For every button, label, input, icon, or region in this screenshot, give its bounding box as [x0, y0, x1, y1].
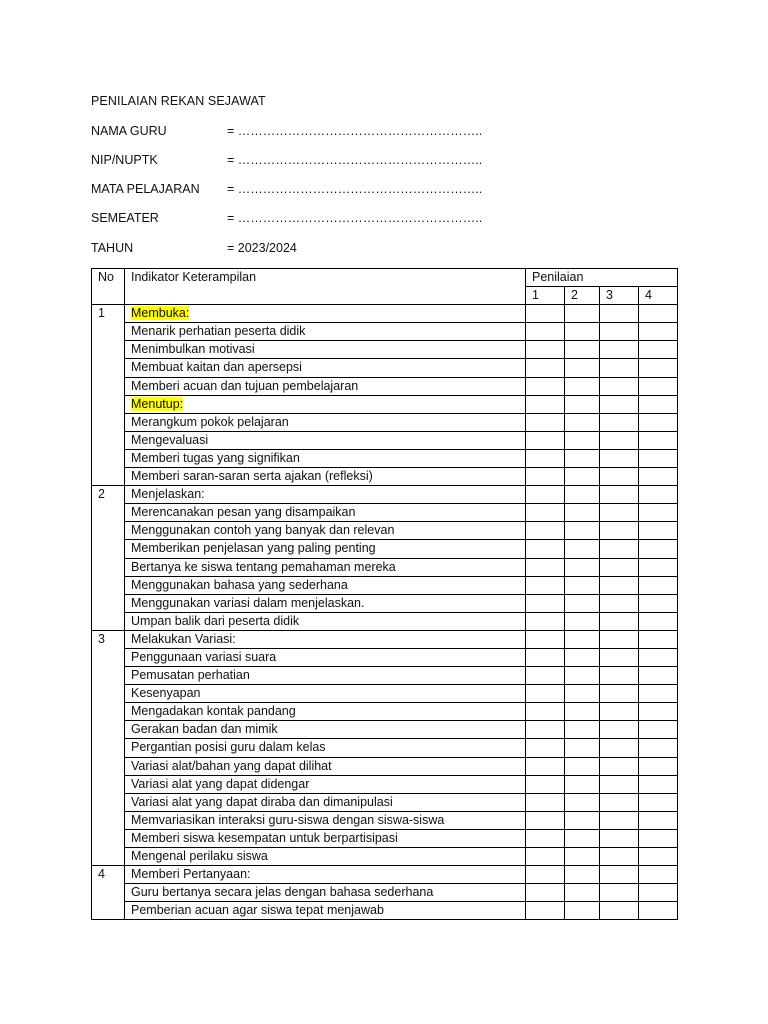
table-row: [92, 540, 678, 558]
score-cell-1[interactable]: [526, 522, 565, 540]
indicator-text: Memberi saran-saran serta ajakan (refleksi): [131, 469, 373, 484]
row-number: [92, 576, 125, 594]
row-number: [92, 594, 125, 612]
score-cell-3[interactable]: [600, 648, 639, 666]
indicator-text: Merangkum pokok pelajaran: [131, 414, 289, 429]
field-value: = …………………………………………………..: [227, 124, 483, 138]
indicator-text: Mengenal perilaku siswa: [131, 849, 268, 863]
indicator-text: Kesenyapan: [131, 686, 201, 701]
row-number: 1: [92, 305, 125, 323]
row-number: [92, 431, 125, 449]
score-cell-1[interactable]: [526, 594, 565, 612]
score-cell-4[interactable]: [639, 431, 678, 449]
score-cell-2[interactable]: [565, 341, 600, 359]
score-cell-4[interactable]: [639, 739, 678, 757]
score-cell-3[interactable]: [600, 558, 639, 576]
table-row: [92, 811, 678, 829]
score-cell-2[interactable]: [565, 685, 600, 703]
table-row: [92, 757, 678, 775]
field-label: SEMEATER: [91, 211, 159, 225]
score-cell-1[interactable]: [526, 449, 565, 467]
score-cell-1[interactable]: [526, 757, 565, 775]
score-cell-2[interactable]: [565, 449, 600, 467]
table-row: [92, 775, 678, 793]
indicator-cell: [125, 359, 526, 377]
score-cell-3[interactable]: [600, 468, 639, 486]
score-cell-4[interactable]: [639, 486, 678, 504]
field-label: TAHUN: [91, 241, 134, 255]
header-score-3: 3: [600, 287, 639, 305]
indicator-cell: [125, 468, 526, 486]
row-number: [92, 377, 125, 395]
row-number: [92, 540, 125, 558]
score-cell-1[interactable]: [526, 558, 565, 576]
score-cell-2[interactable]: [565, 431, 600, 449]
indicator-cell: [125, 848, 526, 866]
indicator-text: Membuat kaitan dan apersepsi: [131, 360, 302, 375]
row-number: [92, 413, 125, 431]
score-cell-1[interactable]: [526, 468, 565, 486]
score-cell-2[interactable]: [565, 721, 600, 739]
indicator-cell: [125, 377, 526, 395]
header-score-2: 2: [565, 287, 600, 305]
row-number: [92, 775, 125, 793]
indicator-cell: [125, 902, 526, 920]
score-cell-1[interactable]: [526, 775, 565, 793]
score-cell-1[interactable]: [526, 323, 565, 341]
indicator-cell: [125, 648, 526, 666]
score-cell-4[interactable]: [639, 648, 678, 666]
table-row: [92, 721, 678, 739]
indicator-heading-highlighted: Menutup:: [131, 396, 184, 411]
score-cell-1[interactable]: [526, 811, 565, 829]
score-cell-3[interactable]: [600, 377, 639, 395]
score-cell-1[interactable]: [526, 902, 565, 920]
indicator-text: Memberi acuan dan tujuan pembelajaran: [131, 378, 359, 393]
table-row: [92, 685, 678, 703]
indicator-cell: [125, 775, 526, 793]
score-cell-4[interactable]: [639, 341, 678, 359]
indicator-cell: [125, 341, 526, 359]
score-cell-3[interactable]: [600, 413, 639, 431]
table-row: [92, 848, 678, 866]
row-number: [92, 685, 125, 703]
score-cell-4[interactable]: [639, 576, 678, 594]
field-nip-nuptk: [91, 153, 482, 167]
score-cell-2[interactable]: [565, 612, 600, 630]
score-cell-3[interactable]: [600, 775, 639, 793]
score-cell-2[interactable]: [565, 395, 600, 413]
score-cell-4[interactable]: [639, 829, 678, 847]
table-row: [92, 576, 678, 594]
row-number: [92, 395, 125, 413]
indicator-cell: [125, 811, 526, 829]
row-number: [92, 667, 125, 685]
header-score: Penilaian: [526, 269, 678, 287]
score-cell-1[interactable]: [526, 685, 565, 703]
table-row: [92, 630, 678, 648]
score-cell-4[interactable]: [639, 594, 678, 612]
table-row: [92, 594, 678, 612]
indicator-cell: [125, 739, 526, 757]
score-cell-1[interactable]: [526, 703, 565, 721]
indicator-text: Gerakan badan dan mimik: [131, 722, 278, 737]
score-cell-1[interactable]: [526, 576, 565, 594]
score-cell-1[interactable]: [526, 395, 565, 413]
indicator-cell: [125, 305, 526, 323]
indicator-text: Menggunakan bahasa yang sederhana: [131, 577, 348, 592]
indicator-text: Memberikan penjelasan yang paling penting: [131, 541, 376, 556]
score-cell-4[interactable]: [639, 413, 678, 431]
score-cell-4[interactable]: [639, 504, 678, 522]
indicator-cell: [125, 667, 526, 685]
indicator-text: Mengadakan kontak pandang: [131, 704, 296, 719]
score-cell-1[interactable]: [526, 377, 565, 395]
score-cell-3[interactable]: [600, 866, 639, 884]
row-number: [92, 468, 125, 486]
row-number: [92, 504, 125, 522]
score-cell-3[interactable]: [600, 359, 639, 377]
score-cell-3[interactable]: [600, 685, 639, 703]
score-cell-2[interactable]: [565, 540, 600, 558]
row-number: [92, 648, 125, 666]
row-number: [92, 703, 125, 721]
score-cell-2[interactable]: [565, 468, 600, 486]
score-cell-4[interactable]: [639, 323, 678, 341]
indicator-text: Pergantian posisi guru dalam kelas: [131, 740, 326, 755]
indicator-cell: [125, 866, 526, 884]
score-cell-2[interactable]: [565, 359, 600, 377]
score-cell-1[interactable]: [526, 359, 565, 377]
row-number: [92, 757, 125, 775]
score-cell-2[interactable]: [565, 323, 600, 341]
row-number: [92, 829, 125, 847]
score-cell-3[interactable]: [600, 902, 639, 920]
indicator-text: Variasi alat/bahan yang dapat dilihat: [131, 758, 332, 773]
field-value: = 2023/2024: [227, 241, 297, 255]
indicator-cell: [125, 757, 526, 775]
indicator-cell: [125, 594, 526, 612]
indicator-text: Melakukan Variasi:: [131, 631, 236, 646]
row-number: [92, 612, 125, 630]
score-cell-1[interactable]: [526, 848, 565, 866]
field-value: = …………………………………………………..: [227, 153, 483, 167]
indicator-cell: [125, 540, 526, 558]
table-row: [92, 359, 678, 377]
score-cell-1[interactable]: [526, 721, 565, 739]
score-cell-4[interactable]: [639, 395, 678, 413]
indicator-cell: [125, 685, 526, 703]
score-cell-1[interactable]: [526, 884, 565, 902]
score-cell-1[interactable]: [526, 630, 565, 648]
score-cell-1[interactable]: [526, 667, 565, 685]
indicator-text: Umpan balik dari peserta didik: [131, 613, 300, 628]
indicator-cell: [125, 486, 526, 504]
score-cell-3[interactable]: [600, 395, 639, 413]
row-number: 3: [92, 630, 125, 648]
score-cell-4[interactable]: [639, 902, 678, 920]
score-cell-4[interactable]: [639, 775, 678, 793]
table-row: [92, 305, 678, 323]
table-row: [92, 703, 678, 721]
indicator-text: Mengevaluasi: [131, 432, 209, 447]
score-cell-4[interactable]: [639, 757, 678, 775]
row-number: [92, 793, 125, 811]
score-cell-3[interactable]: [600, 829, 639, 847]
table-row: [92, 884, 678, 902]
indicator-text: Memberi tugas yang signifikan: [131, 450, 300, 465]
field-value: = …………………………………………………..: [227, 211, 483, 225]
score-cell-1[interactable]: [526, 486, 565, 504]
score-cell-4[interactable]: [639, 522, 678, 540]
table-row: [92, 866, 678, 884]
score-cell-3[interactable]: [600, 594, 639, 612]
indicator-text: Menimbulkan motivasi: [131, 342, 255, 357]
field-nama-guru: [91, 124, 482, 138]
score-cell-4[interactable]: [639, 468, 678, 486]
score-cell-2[interactable]: [565, 848, 600, 866]
field-label: MATA PELAJARAN: [91, 182, 200, 196]
table-row: [92, 504, 678, 522]
score-cell-1[interactable]: [526, 829, 565, 847]
score-cell-2[interactable]: [565, 558, 600, 576]
score-cell-3[interactable]: [600, 504, 639, 522]
score-cell-4[interactable]: [639, 377, 678, 395]
score-cell-1[interactable]: [526, 866, 565, 884]
score-cell-3[interactable]: [600, 305, 639, 323]
score-cell-4[interactable]: [639, 685, 678, 703]
table-row: [92, 431, 678, 449]
score-cell-3[interactable]: [600, 757, 639, 775]
score-cell-2[interactable]: [565, 866, 600, 884]
row-number: 2: [92, 486, 125, 504]
score-cell-1[interactable]: [526, 540, 565, 558]
score-cell-2[interactable]: [565, 630, 600, 648]
indicator-text: Pemberian acuan agar siswa tepat menjawab: [131, 903, 384, 918]
score-cell-1[interactable]: [526, 648, 565, 666]
score-cell-4[interactable]: [639, 667, 678, 685]
score-cell-3[interactable]: [600, 486, 639, 504]
header-score-4: 4: [639, 287, 678, 305]
table-row: [92, 413, 678, 431]
score-cell-4[interactable]: [639, 811, 678, 829]
header-indicator: Indikator Keterampilan: [125, 269, 526, 305]
score-cell-4[interactable]: [639, 305, 678, 323]
indicator-text: Menggunakan contoh yang banyak dan relevan: [131, 523, 395, 538]
indicator-text: Merencanakan pesan yang disampaikan: [131, 505, 356, 520]
indicator-text: Menarik perhatian peserta didik: [131, 324, 306, 339]
row-number: [92, 902, 125, 920]
field-mata-pelajaran: [91, 182, 482, 196]
table-row: [92, 377, 678, 395]
indicator-cell: [125, 576, 526, 594]
score-cell-3[interactable]: [600, 884, 639, 902]
score-cell-2[interactable]: [565, 667, 600, 685]
score-cell-2[interactable]: [565, 739, 600, 757]
indicator-cell: [125, 630, 526, 648]
indicator-text: Menjelaskan:: [131, 487, 205, 502]
table-row: [92, 902, 678, 920]
table-row: [92, 323, 678, 341]
score-cell-3[interactable]: [600, 630, 639, 648]
row-number: [92, 341, 125, 359]
score-cell-4[interactable]: [639, 866, 678, 884]
score-cell-1[interactable]: [526, 612, 565, 630]
score-cell-1[interactable]: [526, 341, 565, 359]
score-cell-1[interactable]: [526, 739, 565, 757]
header-score-1: 1: [526, 287, 565, 305]
score-cell-3[interactable]: [600, 811, 639, 829]
indicator-cell: [125, 413, 526, 431]
indicator-text: Variasi alat yang dapat didengar: [131, 776, 310, 791]
indicator-text: Memberi Pertanyaan:: [131, 867, 251, 882]
indicator-cell: [125, 431, 526, 449]
score-cell-4[interactable]: [639, 540, 678, 558]
indicator-cell: [125, 558, 526, 576]
indicator-cell: [125, 793, 526, 811]
score-cell-4[interactable]: [639, 630, 678, 648]
score-cell-2[interactable]: [565, 377, 600, 395]
score-cell-4[interactable]: [639, 612, 678, 630]
table-row: [92, 395, 678, 413]
row-number: [92, 449, 125, 467]
indicator-cell: [125, 504, 526, 522]
score-cell-2[interactable]: [565, 486, 600, 504]
indicator-cell: [125, 612, 526, 630]
indicator-text: Menggunakan variasi dalam menjelaskan.: [131, 595, 365, 610]
field-label: NAMA GURU: [91, 124, 167, 138]
score-cell-4[interactable]: [639, 558, 678, 576]
score-cell-4[interactable]: [639, 359, 678, 377]
score-cell-3[interactable]: [600, 431, 639, 449]
score-cell-2[interactable]: [565, 648, 600, 666]
score-cell-2[interactable]: [565, 829, 600, 847]
row-number: [92, 558, 125, 576]
indicator-text: Memberi siswa kesempatan untuk berpartisipasi: [131, 830, 398, 845]
indicator-text: Penggunaan variasi suara: [131, 649, 277, 664]
indicator-cell: [125, 829, 526, 847]
table-row: [92, 612, 678, 630]
score-cell-2[interactable]: [565, 594, 600, 612]
table-row: [92, 449, 678, 467]
row-number: [92, 884, 125, 902]
score-cell-2[interactable]: [565, 902, 600, 920]
score-cell-3[interactable]: [600, 576, 639, 594]
indicator-cell: [125, 395, 526, 413]
score-cell-3[interactable]: [600, 703, 639, 721]
score-cell-2[interactable]: [565, 413, 600, 431]
indicator-cell: [125, 522, 526, 540]
score-cell-2[interactable]: [565, 703, 600, 721]
score-cell-3[interactable]: [600, 793, 639, 811]
table-row: [92, 486, 678, 504]
score-cell-2[interactable]: [565, 884, 600, 902]
score-cell-3[interactable]: [600, 739, 639, 757]
indicator-heading-highlighted: Membuka:: [131, 306, 190, 321]
score-cell-2[interactable]: [565, 757, 600, 775]
row-number: [92, 522, 125, 540]
field-label: NIP/NUPTK: [91, 153, 158, 167]
table-row: [92, 829, 678, 847]
indicator-cell: [125, 721, 526, 739]
score-cell-3[interactable]: [600, 667, 639, 685]
field-value: = …………………………………………………..: [227, 182, 483, 196]
indicator-cell: [125, 884, 526, 902]
score-cell-3[interactable]: [600, 612, 639, 630]
score-cell-1[interactable]: [526, 413, 565, 431]
score-cell-4[interactable]: [639, 848, 678, 866]
table-row: [92, 468, 678, 486]
score-cell-2[interactable]: [565, 775, 600, 793]
score-cell-4[interactable]: [639, 449, 678, 467]
score-cell-4[interactable]: [639, 884, 678, 902]
score-cell-3[interactable]: [600, 323, 639, 341]
score-cell-4[interactable]: [639, 703, 678, 721]
score-cell-4[interactable]: [639, 793, 678, 811]
score-cell-3[interactable]: [600, 848, 639, 866]
indicator-cell: [125, 449, 526, 467]
score-cell-2[interactable]: [565, 504, 600, 522]
indicator-text: Bertanya ke siswa tentang pemahaman mereka: [131, 559, 396, 574]
indicator-cell: [125, 703, 526, 721]
row-number: [92, 359, 125, 377]
table-row: [92, 522, 678, 540]
row-number: [92, 811, 125, 829]
score-cell-3[interactable]: [600, 540, 639, 558]
row-number: [92, 739, 125, 757]
score-cell-1[interactable]: [526, 431, 565, 449]
header-row: [92, 269, 678, 287]
score-cell-3[interactable]: [600, 721, 639, 739]
score-cell-4[interactable]: [639, 721, 678, 739]
row-number: [92, 323, 125, 341]
field-tahun: [91, 241, 297, 255]
score-cell-2[interactable]: [565, 576, 600, 594]
table-row: [92, 739, 678, 757]
indicator-text: Memvariasikan interaksi guru-siswa dengan siswa-siswa: [131, 812, 445, 827]
assessment-table: [91, 268, 678, 920]
score-cell-3[interactable]: [600, 449, 639, 467]
table-row: [92, 341, 678, 359]
score-cell-2[interactable]: [565, 811, 600, 829]
score-cell-2[interactable]: [565, 793, 600, 811]
table-row: [92, 793, 678, 811]
score-cell-1[interactable]: [526, 504, 565, 522]
score-cell-2[interactable]: [565, 522, 600, 540]
score-cell-3[interactable]: [600, 341, 639, 359]
indicator-cell: [125, 323, 526, 341]
table-row: [92, 648, 678, 666]
score-cell-1[interactable]: [526, 793, 565, 811]
score-cell-1[interactable]: [526, 305, 565, 323]
table-row: [92, 558, 678, 576]
score-cell-3[interactable]: [600, 522, 639, 540]
table-row: [92, 667, 678, 685]
row-number: [92, 721, 125, 739]
field-semeater: [91, 211, 482, 225]
indicator-text: Pemusatan perhatian: [131, 668, 250, 683]
score-cell-2[interactable]: [565, 305, 600, 323]
row-number: [92, 848, 125, 866]
indicator-text: Variasi alat yang dapat diraba dan dimanipulasi: [131, 794, 393, 809]
indicator-text: Guru bertanya secara jelas dengan bahasa sederhana: [131, 885, 434, 900]
row-number: 4: [92, 866, 125, 884]
document-title: PENILAIAN REKAN SEJAWAT: [91, 94, 266, 108]
header-no: No: [92, 269, 125, 305]
